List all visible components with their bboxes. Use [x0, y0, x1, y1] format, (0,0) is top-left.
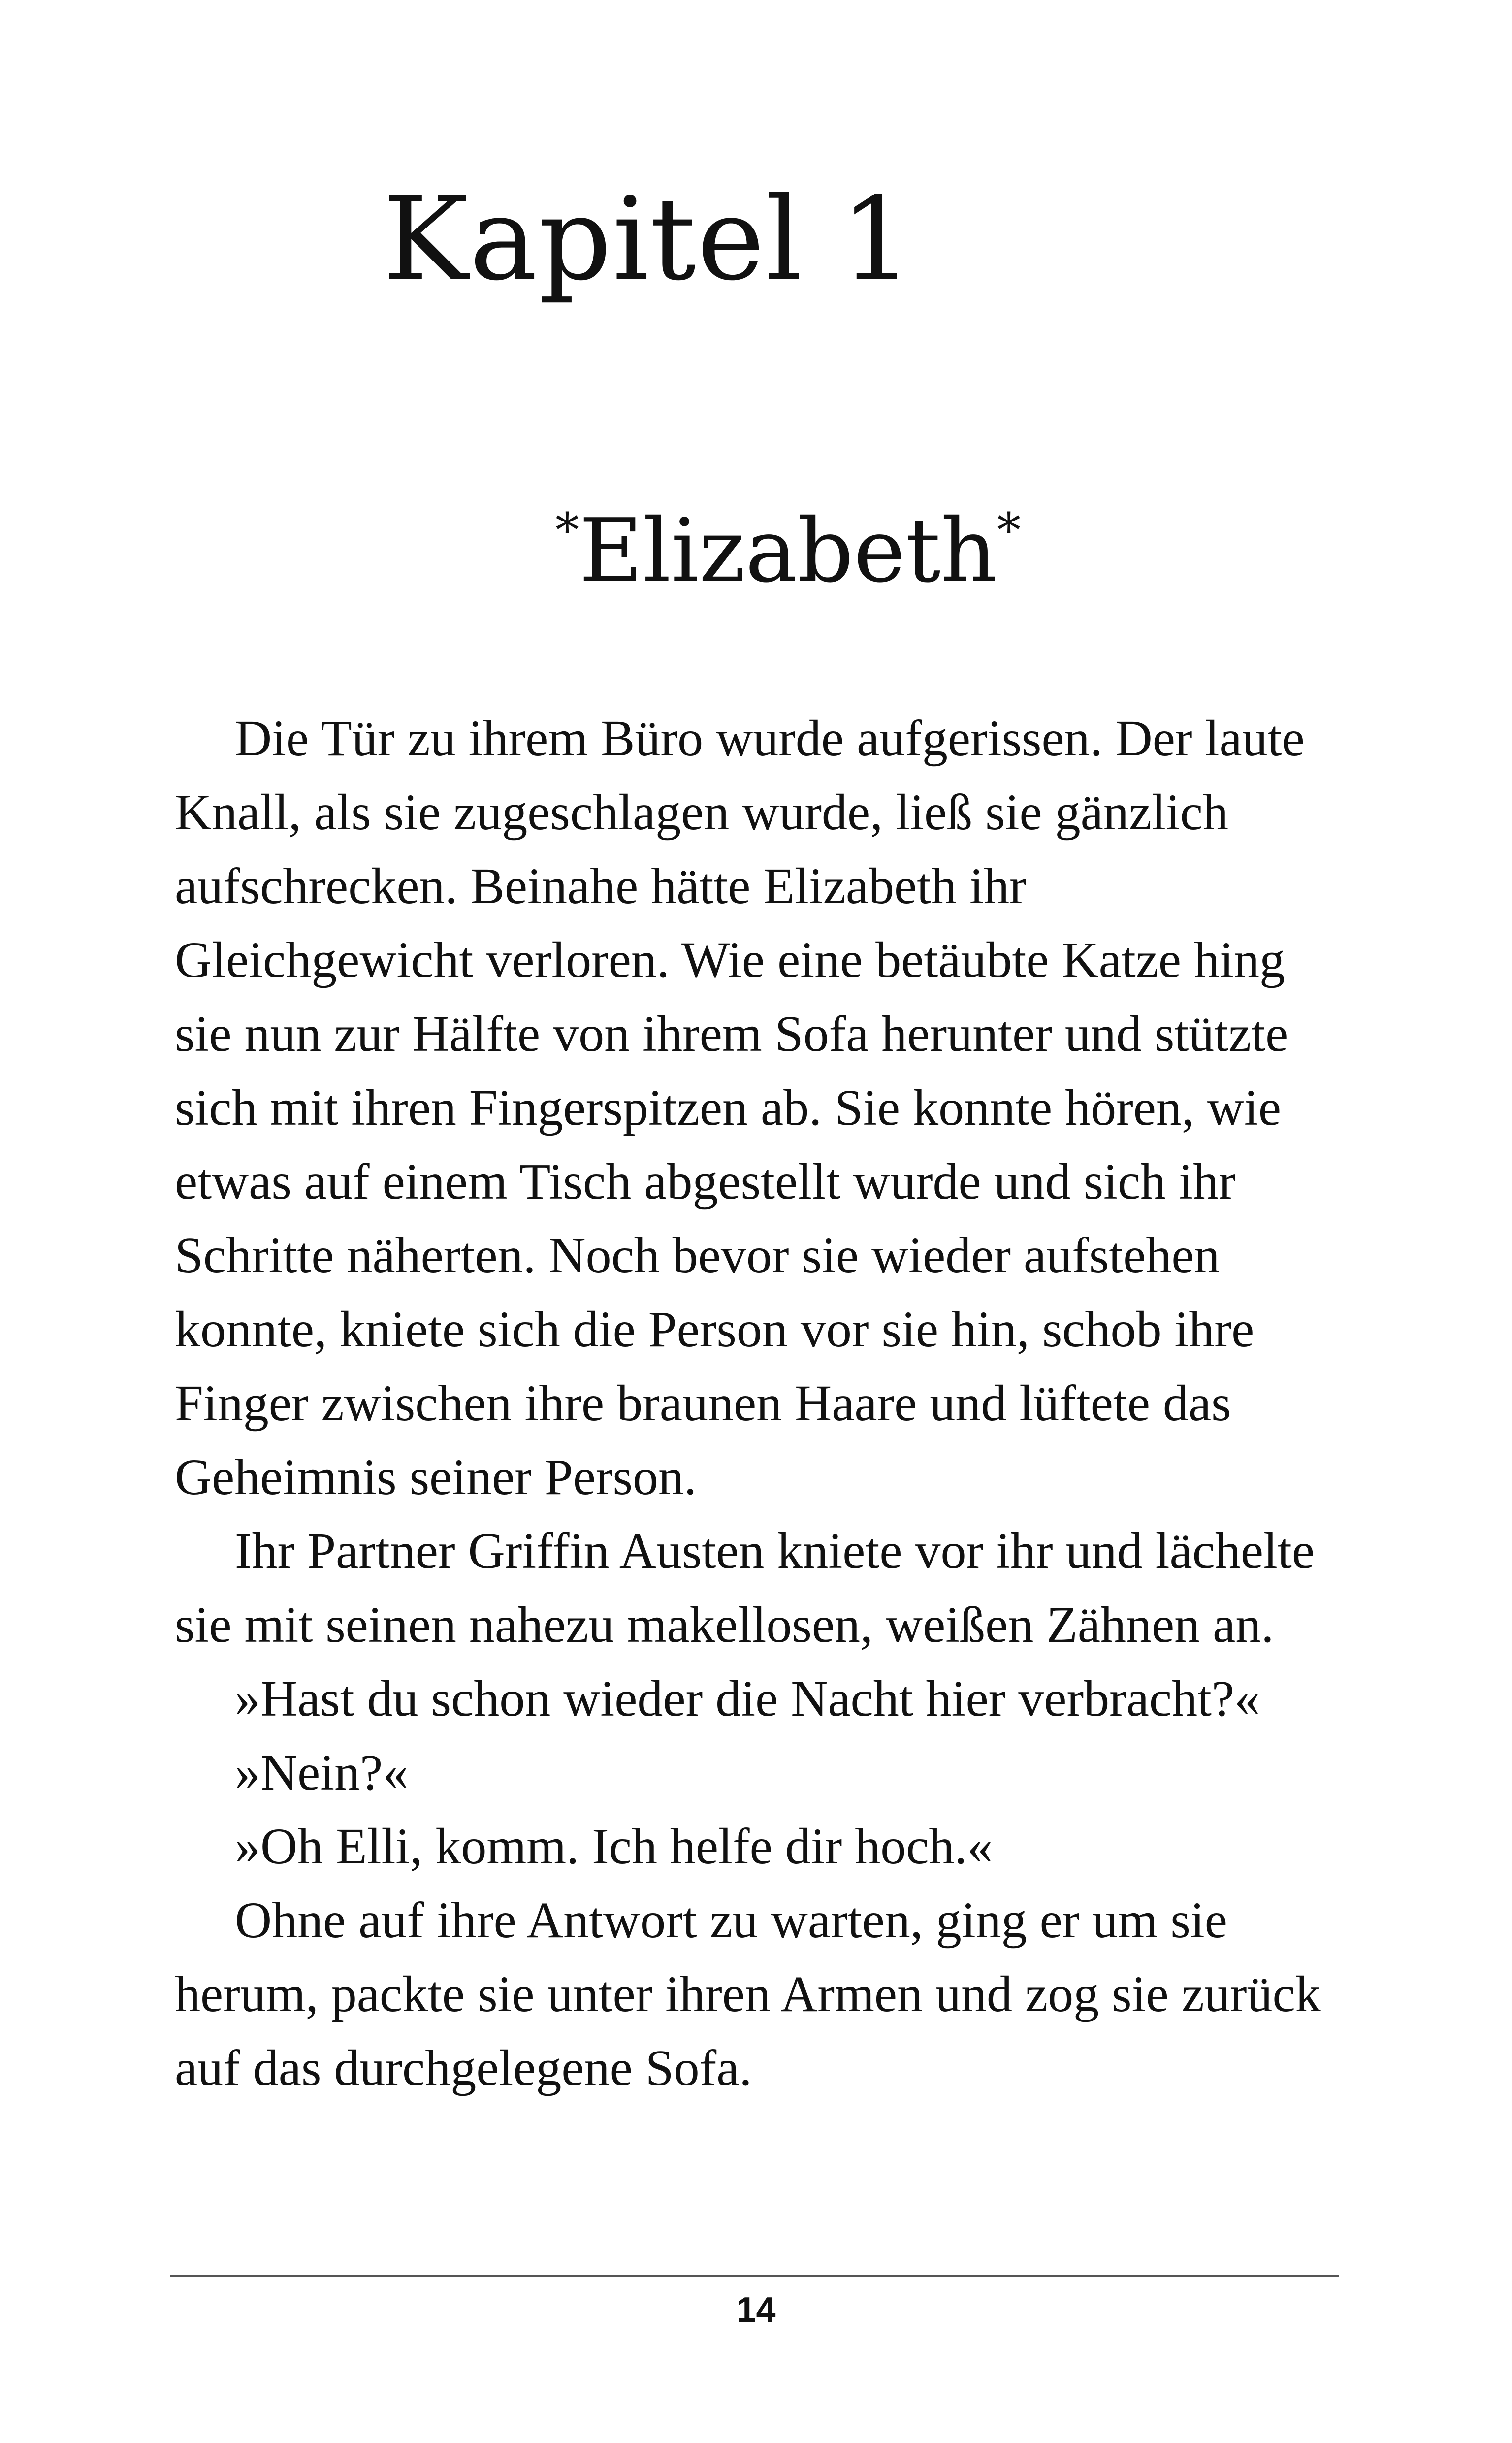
footer-divider — [170, 2275, 1339, 2277]
paragraph: Ohne auf ihre Antwort zu warten, ging er um sie herum, packte sie unter ihren Armen und zog sie zurück auf das durchgelegene Sofa. — [175, 1892, 1321, 2096]
pov-heading — [555, 500, 1021, 602]
pov-character-name: Elizabeth — [579, 500, 997, 602]
pov-star-right: * — [997, 503, 1021, 558]
paragraph: Die Tür zu ihrem Büro wurde aufgerissen. Der laute Knall, als sie zugeschlagen wurde, ließ sie gänzlich aufschrecken. Beinahe hätte Elizabeth ihr Gleichgewicht verloren. Wie eine betäubte Katze hing sie nun zur Hälfte von ihrem Sofa herunter und stützte sich mit ihren Fingerspitzen ab. Sie konnte hören, wie etwas auf einem Tisch abgestellt wurde und sich ihr Schritte näherten. Noch bevor sie wieder aufstehen konnte, kniete sich die Person vor sie hin, schob ihre Finger zwischen ihre braunen Haare und lüftete das Geheimnis seiner Person. — [175, 710, 1305, 1505]
page-number: 14 — [736, 2290, 776, 2330]
dialogue-line: »Nein?« — [235, 1744, 409, 1801]
dialogue-line: »Oh Elli, komm. Ich helfe dir hoch.« — [235, 1818, 993, 1875]
chapter-body — [175, 702, 1337, 2105]
dialogue-line: »Hast du schon wieder die Nacht hier verbracht?« — [235, 1670, 1260, 1727]
paragraph: Ihr Partner Griffin Austen kniete vor ihr und lächelte sie mit seinen nahezu makellosen, weißen Zähnen an. — [175, 1523, 1315, 1653]
chapter-title: Kapitel 1 — [383, 173, 914, 306]
pov-star-left: * — [555, 503, 579, 558]
